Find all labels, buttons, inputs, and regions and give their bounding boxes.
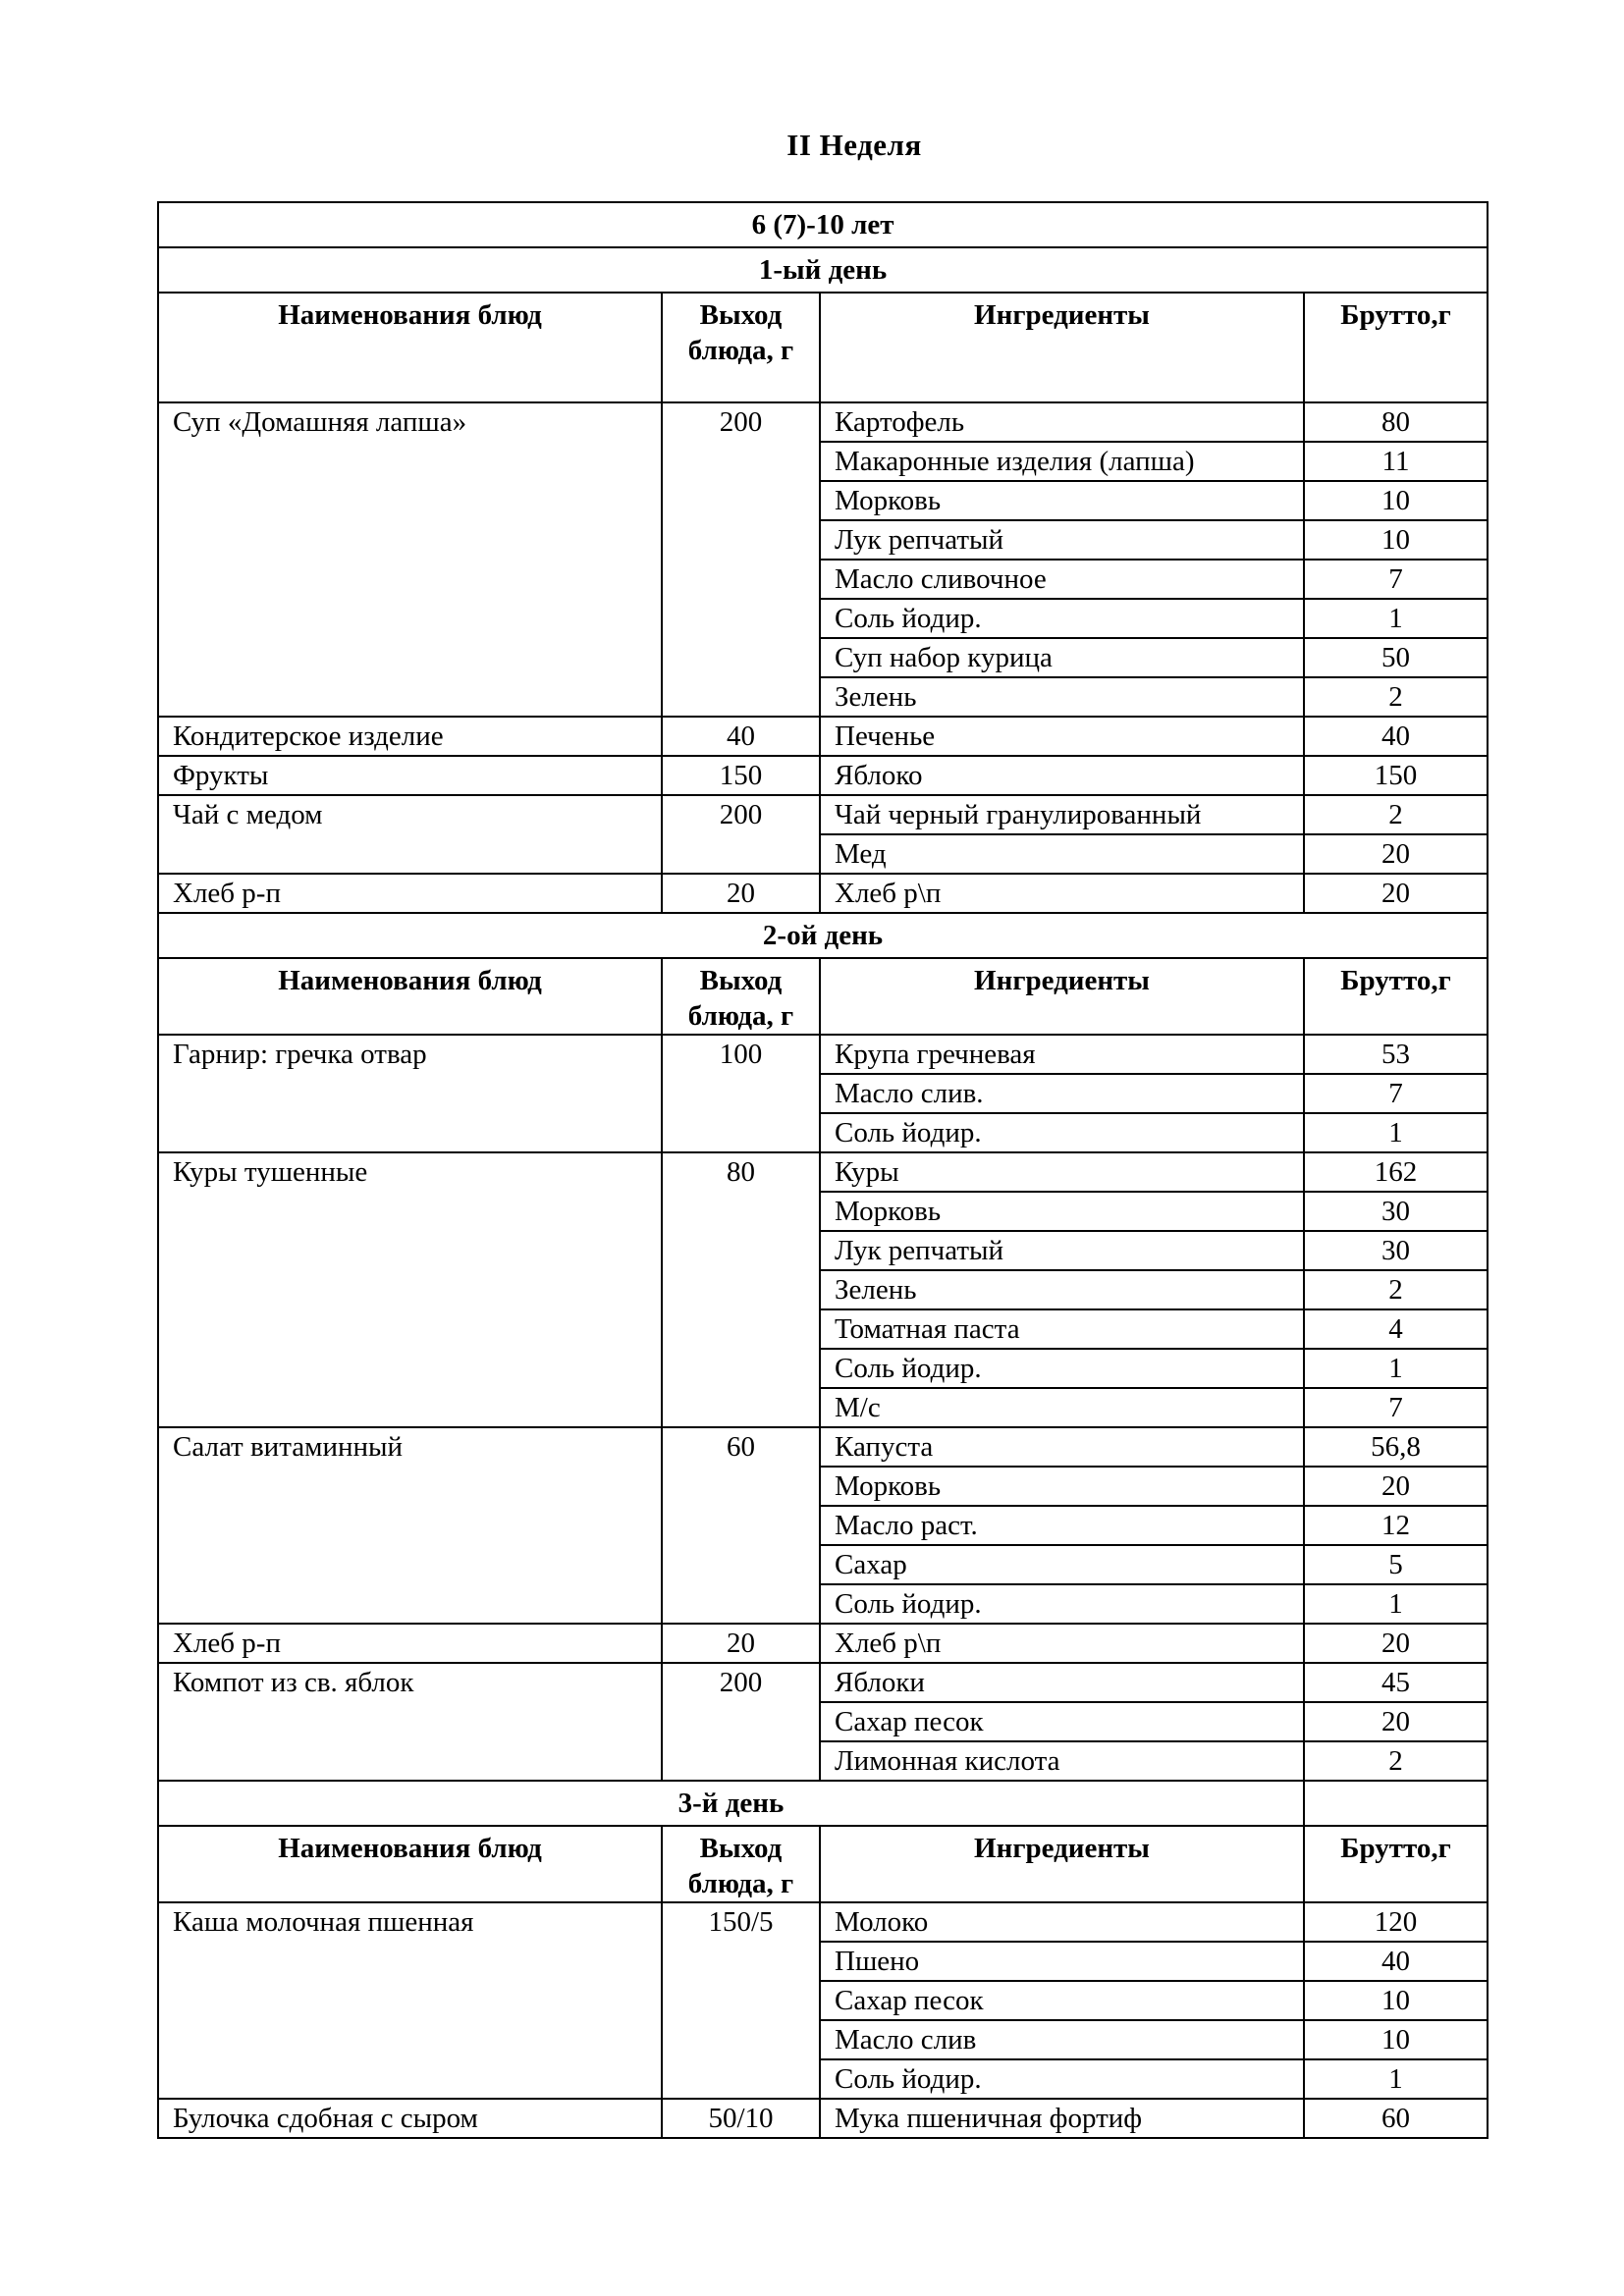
day-label: 2-ой день xyxy=(158,913,1488,958)
ingredient-name-cell: Макаронные изделия (лапша) xyxy=(820,442,1304,481)
column-header-1: Наименования блюд xyxy=(158,958,662,1035)
age-group-row xyxy=(158,202,1488,247)
day-label: 1-ый день xyxy=(158,247,1488,293)
column-header-1: Наименования блюд xyxy=(158,293,662,402)
ingredient-brutto-cell: 10 xyxy=(1304,2020,1488,2059)
ingredient-brutto-cell: 7 xyxy=(1304,560,1488,599)
ingredient-brutto-cell: 53 xyxy=(1304,1035,1488,1074)
dish-yield-cell: 200 xyxy=(662,795,820,874)
ingredient-name-cell: Хлеб р\п xyxy=(820,1624,1304,1663)
ingredient-name-cell: Молоко xyxy=(820,1902,1304,1942)
ingredient-brutto-cell: 20 xyxy=(1304,874,1488,913)
dish-name-cell: Булочка сдобная с сыром xyxy=(158,2099,662,2138)
ingredient-name-cell: Лимонная кислота xyxy=(820,1741,1304,1781)
ingredient-brutto-cell: 12 xyxy=(1304,1506,1488,1545)
ingredient-row xyxy=(158,1624,1488,1663)
dish-name-cell: Чай с медом xyxy=(158,795,662,874)
ingredient-brutto-cell: 7 xyxy=(1304,1388,1488,1427)
column-header-4: Брутто,г xyxy=(1304,958,1488,1035)
column-header-2: Выход блюда, г xyxy=(662,958,820,1035)
dish-yield-cell: 60 xyxy=(662,1427,820,1624)
ingredient-brutto-cell: 80 xyxy=(1304,402,1488,442)
ingredient-name-cell: Картофель xyxy=(820,402,1304,442)
ingredient-brutto-cell: 5 xyxy=(1304,1545,1488,1584)
column-header-row xyxy=(158,293,1488,402)
ingredient-brutto-cell: 20 xyxy=(1304,1702,1488,1741)
dish-yield-cell: 20 xyxy=(662,874,820,913)
ingredient-brutto-cell: 10 xyxy=(1304,520,1488,560)
ingredient-name-cell: Сахар xyxy=(820,1545,1304,1584)
ingredient-brutto-cell: 56,8 xyxy=(1304,1427,1488,1467)
ingredient-name-cell: Масло сливочное xyxy=(820,560,1304,599)
ingredient-brutto-cell: 1 xyxy=(1304,1349,1488,1388)
menu-table xyxy=(157,201,1489,2139)
column-header-4: Брутто,г xyxy=(1304,1826,1488,1902)
ingredient-brutto-cell: 10 xyxy=(1304,1981,1488,2020)
ingredient-name-cell: Хлеб р\п xyxy=(820,874,1304,913)
dish-yield-cell: 40 xyxy=(662,717,820,756)
ingredient-name-cell: Куры xyxy=(820,1152,1304,1192)
ingredient-row xyxy=(158,1035,1488,1074)
dish-name-cell: Каша молочная пшенная xyxy=(158,1902,662,2099)
ingredient-name-cell: Масло слив. xyxy=(820,1074,1304,1113)
ingredient-brutto-cell: 45 xyxy=(1304,1663,1488,1702)
ingredient-row xyxy=(158,795,1488,834)
ingredient-name-cell: Мед xyxy=(820,834,1304,874)
dish-name-cell: Суп «Домашняя лапша» xyxy=(158,402,662,717)
ingredient-name-cell: Соль йодир. xyxy=(820,1113,1304,1152)
ingredient-brutto-cell: 1 xyxy=(1304,1584,1488,1624)
ingredient-brutto-cell: 20 xyxy=(1304,1467,1488,1506)
ingredient-brutto-cell: 20 xyxy=(1304,834,1488,874)
column-header-3: Ингредиенты xyxy=(820,958,1304,1035)
ingredient-brutto-cell: 2 xyxy=(1304,677,1488,717)
column-header-4: Брутто,г xyxy=(1304,293,1488,402)
ingredient-brutto-cell: 150 xyxy=(1304,756,1488,795)
ingredient-name-cell: Пшено xyxy=(820,1942,1304,1981)
ingredient-name-cell: Томатная паста xyxy=(820,1309,1304,1349)
ingredient-name-cell: Мука пшеничная фортиф xyxy=(820,2099,1304,2138)
day-row-empty-cell xyxy=(1304,1781,1488,1826)
day-label-row xyxy=(158,247,1488,293)
ingredient-name-cell: Соль йодир. xyxy=(820,2059,1304,2099)
ingredient-name-cell: Масло слив xyxy=(820,2020,1304,2059)
ingredient-name-cell: Морковь xyxy=(820,481,1304,520)
ingredient-name-cell: Чай черный гранулированный xyxy=(820,795,1304,834)
dish-name-cell: Кондитерское изделие xyxy=(158,717,662,756)
dish-yield-cell: 150 xyxy=(662,756,820,795)
ingredient-row xyxy=(158,1902,1488,1942)
ingredient-brutto-cell: 1 xyxy=(1304,2059,1488,2099)
ingredient-name-cell: Яблоки xyxy=(820,1663,1304,1702)
ingredient-row xyxy=(158,874,1488,913)
column-header-2: Выход блюда, г xyxy=(662,1826,820,1902)
dish-yield-cell: 20 xyxy=(662,1624,820,1663)
ingredient-name-cell: М/с xyxy=(820,1388,1304,1427)
ingredient-brutto-cell: 11 xyxy=(1304,442,1488,481)
age-group-label: 6 (7)-10 лет xyxy=(158,202,1488,247)
ingredient-name-cell: Суп набор курица xyxy=(820,638,1304,677)
ingredient-name-cell: Масло раст. xyxy=(820,1506,1304,1545)
ingredient-brutto-cell: 10 xyxy=(1304,481,1488,520)
ingredient-brutto-cell: 120 xyxy=(1304,1902,1488,1942)
dish-name-cell: Куры тушенные xyxy=(158,1152,662,1427)
column-header-1: Наименования блюд xyxy=(158,1826,662,1902)
ingredient-row xyxy=(158,1427,1488,1467)
dish-yield-cell: 80 xyxy=(662,1152,820,1427)
ingredient-name-cell: Морковь xyxy=(820,1467,1304,1506)
dish-yield-cell: 150/5 xyxy=(662,1902,820,2099)
day-label-row xyxy=(158,1781,1488,1826)
ingredient-name-cell: Лук репчатый xyxy=(820,520,1304,560)
ingredient-brutto-cell: 60 xyxy=(1304,2099,1488,2138)
day-label: 3-й день xyxy=(158,1781,1304,1826)
column-header-row xyxy=(158,958,1488,1035)
column-header-2: Выход блюда, г xyxy=(662,293,820,402)
ingredient-brutto-cell: 7 xyxy=(1304,1074,1488,1113)
day-label-row xyxy=(158,913,1488,958)
ingredient-row xyxy=(158,1663,1488,1702)
ingredient-row xyxy=(158,756,1488,795)
ingredient-name-cell: Сахар песок xyxy=(820,1702,1304,1741)
ingredient-name-cell: Яблоко xyxy=(820,756,1304,795)
ingredient-name-cell: Лук репчатый xyxy=(820,1231,1304,1270)
menu-table-body xyxy=(158,202,1488,2138)
ingredient-name-cell: Соль йодир. xyxy=(820,1349,1304,1388)
ingredient-name-cell: Морковь xyxy=(820,1192,1304,1231)
ingredient-name-cell: Печенье xyxy=(820,717,1304,756)
dish-yield-cell: 200 xyxy=(662,1663,820,1781)
dish-yield-cell: 200 xyxy=(662,402,820,717)
dish-name-cell: Хлеб р-п xyxy=(158,1624,662,1663)
ingredient-brutto-cell: 40 xyxy=(1304,717,1488,756)
ingredient-name-cell: Соль йодир. xyxy=(820,1584,1304,1624)
ingredient-brutto-cell: 4 xyxy=(1304,1309,1488,1349)
dish-yield-cell: 50/10 xyxy=(662,2099,820,2138)
ingredient-brutto-cell: 30 xyxy=(1304,1192,1488,1231)
ingredient-brutto-cell: 2 xyxy=(1304,1270,1488,1309)
dish-name-cell: Фрукты xyxy=(158,756,662,795)
ingredient-name-cell: Крупа гречневая xyxy=(820,1035,1304,1074)
dish-name-cell: Хлеб р-п xyxy=(158,874,662,913)
ingredient-brutto-cell: 40 xyxy=(1304,1942,1488,1981)
ingredient-name-cell: Капуста xyxy=(820,1427,1304,1467)
ingredient-brutto-cell: 50 xyxy=(1304,638,1488,677)
ingredient-name-cell: Сахар песок xyxy=(820,1981,1304,2020)
dish-name-cell: Компот из св. яблок xyxy=(158,1663,662,1781)
ingredient-row xyxy=(158,1152,1488,1192)
ingredient-brutto-cell: 30 xyxy=(1304,1231,1488,1270)
dish-name-cell: Гарнир: гречка отвар xyxy=(158,1035,662,1152)
page-title: II Неделя xyxy=(786,128,922,162)
column-header-3: Ингредиенты xyxy=(820,1826,1304,1902)
ingredient-name-cell: Зелень xyxy=(820,677,1304,717)
ingredient-brutto-cell: 2 xyxy=(1304,795,1488,834)
ingredient-brutto-cell: 20 xyxy=(1304,1624,1488,1663)
ingredient-row xyxy=(158,2099,1488,2138)
ingredient-row xyxy=(158,402,1488,442)
ingredient-brutto-cell: 1 xyxy=(1304,1113,1488,1152)
ingredient-name-cell: Соль йодир. xyxy=(820,599,1304,638)
ingredient-row xyxy=(158,717,1488,756)
ingredient-brutto-cell: 162 xyxy=(1304,1152,1488,1192)
ingredient-brutto-cell: 2 xyxy=(1304,1741,1488,1781)
ingredient-name-cell: Зелень xyxy=(820,1270,1304,1309)
dish-name-cell: Салат витаминный xyxy=(158,1427,662,1624)
column-header-row xyxy=(158,1826,1488,1902)
ingredient-brutto-cell: 1 xyxy=(1304,599,1488,638)
dish-yield-cell: 100 xyxy=(662,1035,820,1152)
column-header-3: Ингредиенты xyxy=(820,293,1304,402)
